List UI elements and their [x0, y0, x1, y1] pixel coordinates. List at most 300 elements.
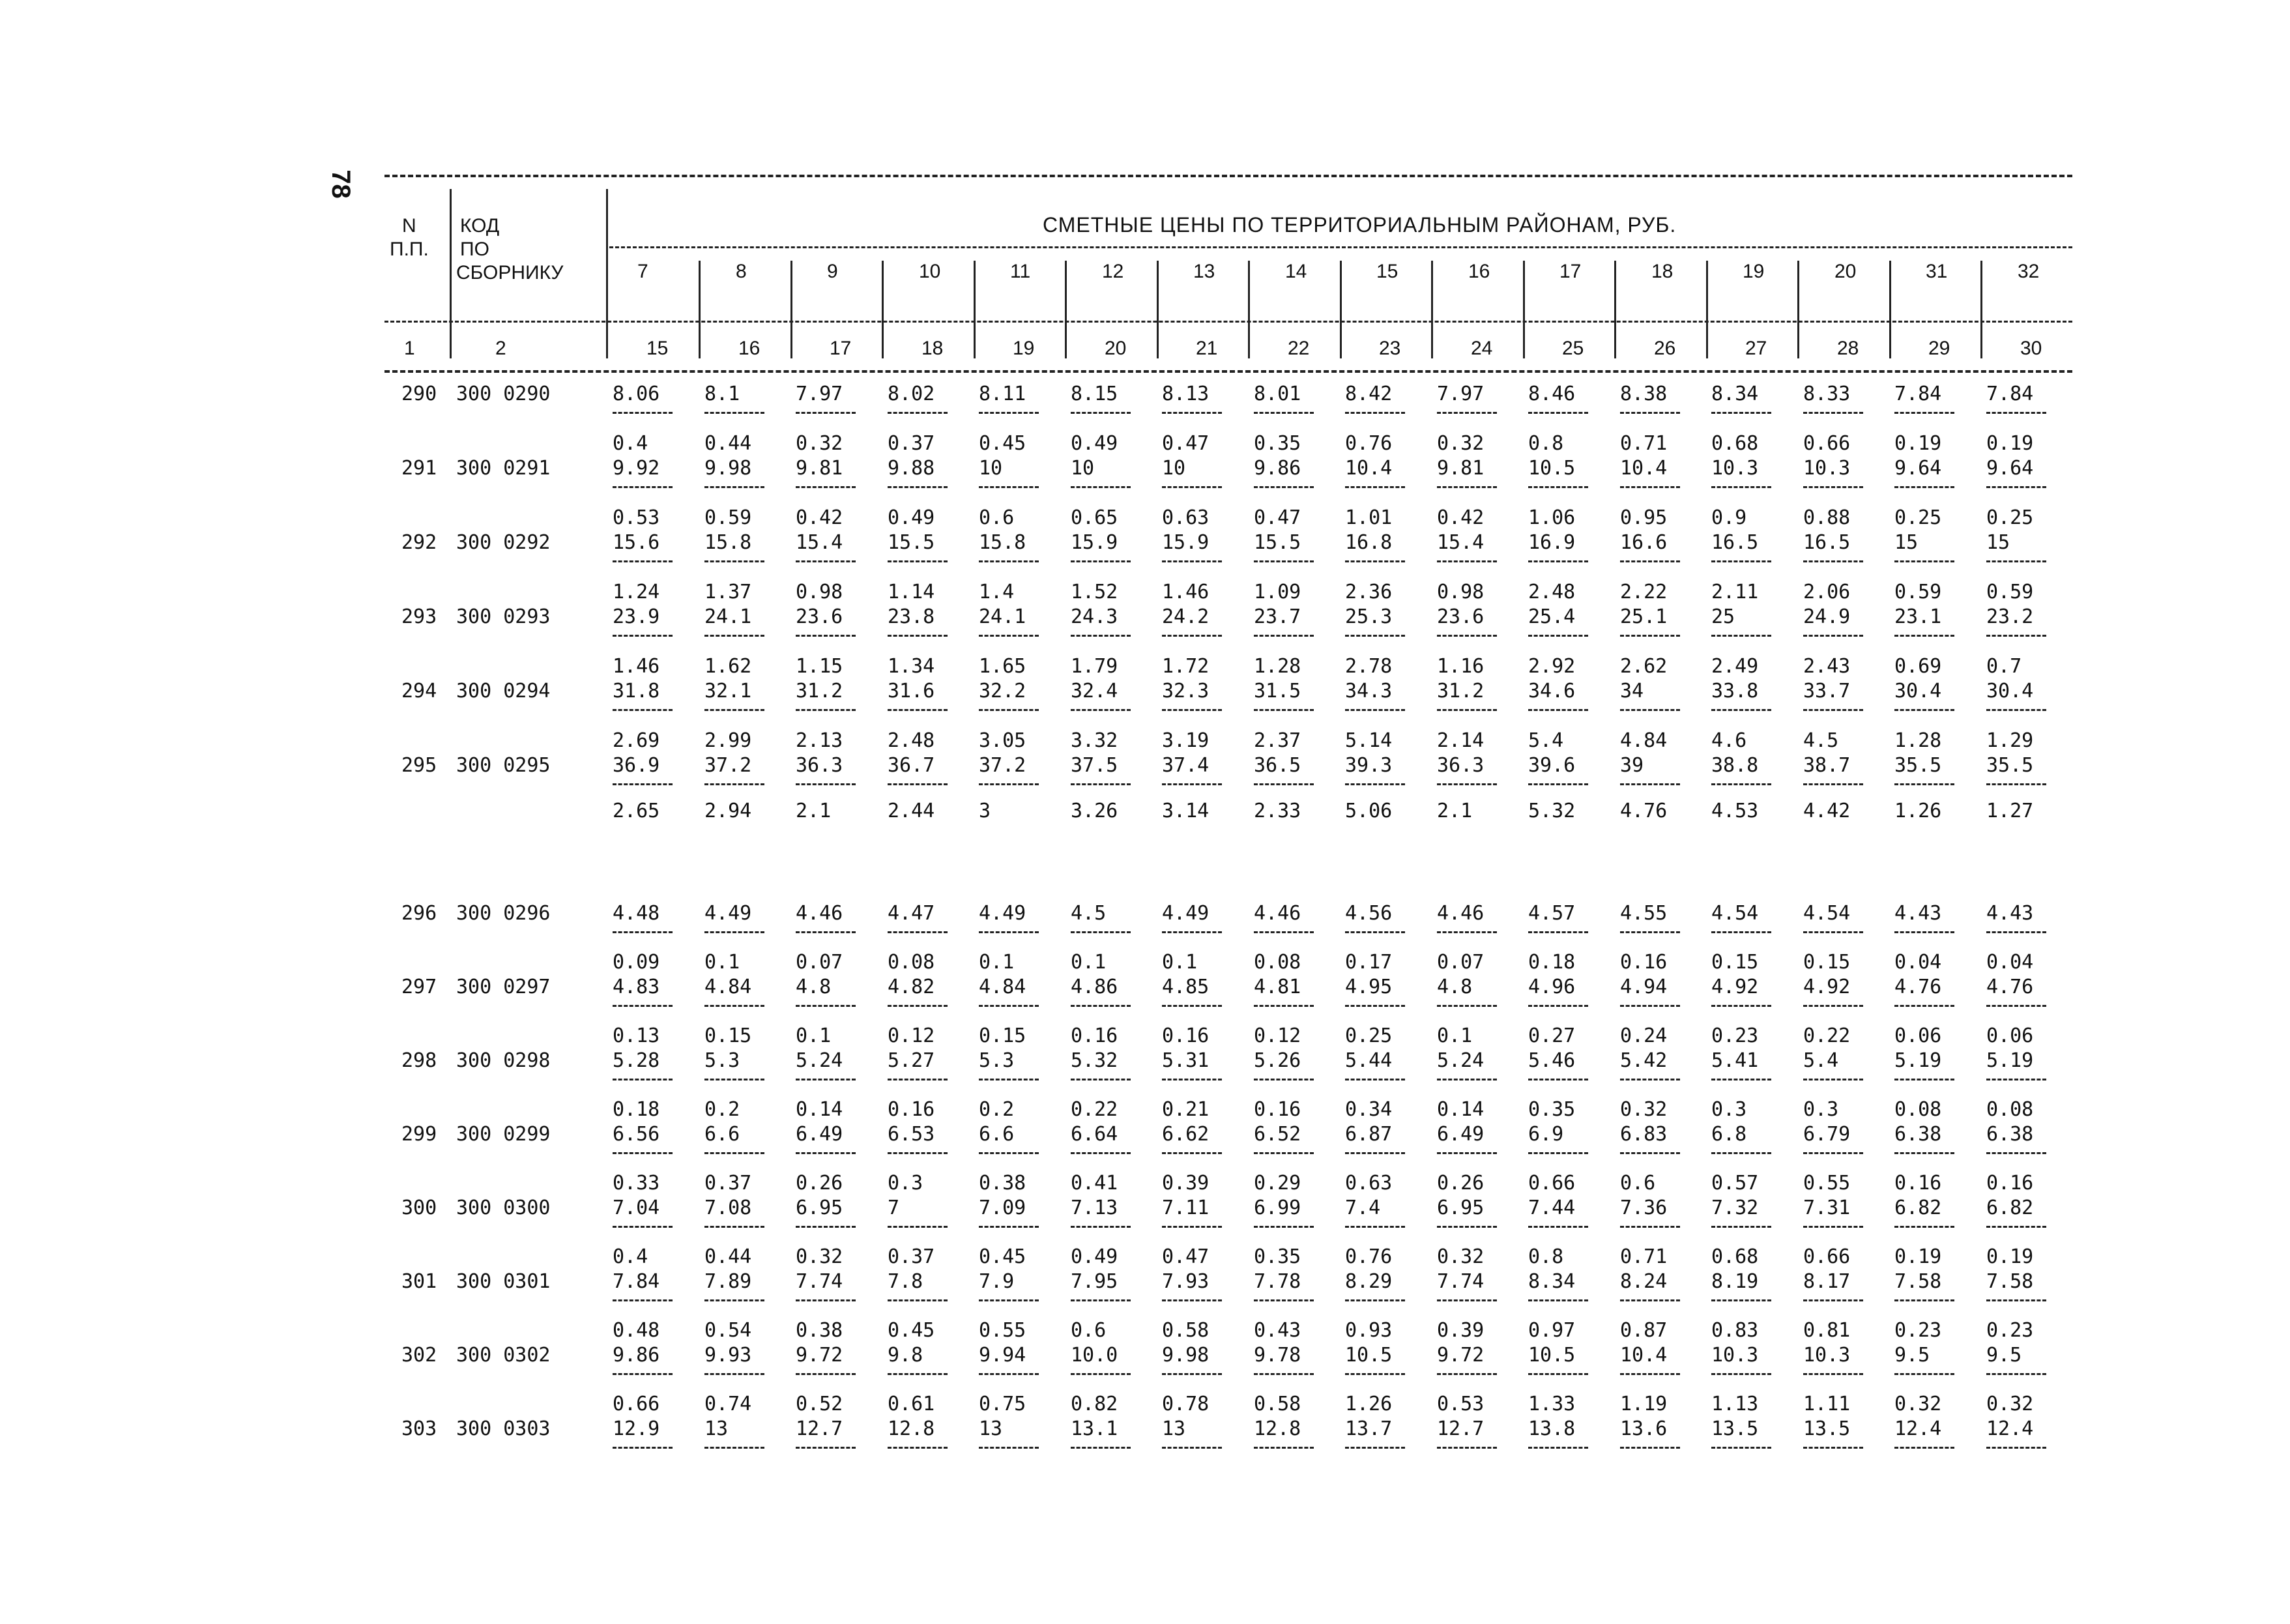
fraction-bar: [979, 1226, 1039, 1228]
fraction-bar: [1345, 560, 1405, 562]
price-value: 9.78: [1254, 1344, 1301, 1367]
prev-value: 0.78: [1162, 1393, 1210, 1415]
price-value: 25: [1711, 605, 1735, 628]
region-number: 19: [1743, 261, 1765, 282]
fraction-bar: [979, 1373, 1039, 1375]
price-value: 36.9: [613, 754, 660, 777]
fraction-bar: [1437, 560, 1497, 562]
tail-value: 2.94: [704, 800, 752, 822]
fraction-bar: [1986, 560, 2046, 562]
price-value: 8.38: [1620, 383, 1668, 405]
price-value: 9.93: [704, 1344, 752, 1367]
fraction-bar: [1620, 412, 1680, 414]
price-value: 9.64: [1986, 457, 2034, 480]
fraction-bar: [1254, 1226, 1314, 1228]
prev-value: 0.81: [1803, 1319, 1851, 1342]
region-divider: [1431, 261, 1433, 358]
price-value: 4.5: [1071, 902, 1107, 925]
fraction-bar: [1254, 635, 1314, 637]
column-index: 15: [646, 338, 669, 359]
row-number: 301: [401, 1270, 437, 1293]
prev-value: 0.35: [1254, 1245, 1301, 1268]
price-value: 9.98: [1162, 1344, 1210, 1367]
fraction-bar: [1345, 1152, 1405, 1154]
fraction-bar: [1711, 635, 1771, 637]
prev-value: 0.68: [1711, 432, 1759, 455]
price-value: 30.4: [1986, 680, 2034, 703]
column-index: 18: [921, 338, 944, 359]
prev-value: 0.14: [796, 1098, 843, 1121]
fraction-bar: [613, 1226, 673, 1228]
prev-value: 2.48: [888, 729, 935, 752]
fraction-bar: [1528, 1079, 1588, 1080]
fraction-bar: [1894, 1152, 1954, 1154]
fraction-bar: [979, 486, 1039, 488]
fraction-bar: [1803, 1373, 1863, 1375]
prev-value: 2.36: [1345, 581, 1393, 603]
fraction-bar: [888, 783, 948, 785]
fraction-bar: [1711, 1152, 1771, 1154]
price-value: 6.99: [1254, 1196, 1301, 1219]
prev-value: 0.44: [704, 432, 752, 455]
price-value: 36.5: [1254, 754, 1301, 777]
fraction-bar: [1071, 486, 1131, 488]
prev-value: 0.9: [1711, 506, 1747, 529]
fraction-bar: [1528, 931, 1588, 933]
prev-value: 0.1: [1162, 951, 1198, 974]
prev-value: 0.13: [613, 1024, 660, 1047]
price-value: 34.3: [1345, 680, 1393, 703]
fraction-bar: [1071, 709, 1131, 711]
price-value: 16.8: [1345, 531, 1393, 554]
price-value: 6.95: [796, 1196, 843, 1219]
row-code: 300 0303: [456, 1417, 551, 1440]
fraction-bar: [1254, 1299, 1314, 1301]
row-number: 290: [401, 383, 437, 405]
fraction-bar: [1162, 560, 1222, 562]
price-value: 5.4: [1803, 1049, 1839, 1072]
price-value: 8.13: [1162, 383, 1210, 405]
fraction-bar: [1437, 931, 1497, 933]
prev-value: 0.39: [1162, 1172, 1210, 1195]
prev-value: 0.35: [1528, 1098, 1576, 1121]
price-value: 4.43: [1894, 902, 1942, 925]
prev-value: 0.26: [1437, 1172, 1485, 1195]
region-divider: [1340, 261, 1342, 358]
prev-value: 2.69: [613, 729, 660, 752]
prev-value: 0.49: [1071, 1245, 1118, 1268]
prev-value: 0.48: [613, 1319, 660, 1342]
row-number: 293: [401, 605, 437, 628]
fraction-bar: [704, 709, 764, 711]
price-value: 33.8: [1711, 680, 1759, 703]
price-value: 5.19: [1986, 1049, 2034, 1072]
prev-value: 0.34: [1345, 1098, 1393, 1121]
prev-value: 0.35: [1254, 432, 1301, 455]
prev-value: 0.32: [1620, 1098, 1668, 1121]
fraction-bar: [1711, 486, 1771, 488]
prev-value: 0.2: [979, 1098, 1015, 1121]
fraction-bar: [796, 783, 856, 785]
prev-value: 0.66: [1528, 1172, 1576, 1195]
price-value: 12.4: [1986, 1417, 2034, 1440]
price-value: 7.36: [1620, 1196, 1668, 1219]
prev-value: 0.59: [704, 506, 752, 529]
price-value: 31.2: [796, 680, 843, 703]
price-value: 8.42: [1345, 383, 1393, 405]
prev-value: 0.25: [1345, 1024, 1393, 1047]
top-rule: [384, 175, 2072, 177]
region-number: 12: [1102, 261, 1124, 282]
prev-value: 1.01: [1345, 506, 1393, 529]
prev-value: 1.34: [888, 655, 935, 678]
prev-value: 0.93: [1345, 1319, 1393, 1342]
fraction-bar: [1345, 486, 1405, 488]
price-value: 6.49: [796, 1123, 843, 1146]
fraction-bar: [1620, 1447, 1680, 1449]
prev-value: 4.6: [1711, 729, 1747, 752]
price-value: 13.5: [1803, 1417, 1851, 1440]
price-value: 23.7: [1254, 605, 1301, 628]
prev-value: 0.21: [1162, 1098, 1210, 1121]
price-value: 23.1: [1894, 605, 1942, 628]
fraction-bar: [1071, 1373, 1131, 1375]
col-n-label: N: [402, 215, 416, 237]
column-index: 19: [1013, 338, 1035, 359]
row-code: 300 0300: [456, 1196, 551, 1219]
price-value: 31.2: [1437, 680, 1485, 703]
price-value: 7.74: [796, 1270, 843, 1293]
region-divider: [1065, 261, 1067, 358]
fraction-bar: [704, 1226, 764, 1228]
region-divider: [1706, 261, 1708, 358]
fraction-bar: [1437, 635, 1497, 637]
fraction-bar: [613, 1373, 673, 1375]
fraction-bar: [888, 1226, 948, 1228]
prev-value: 0.16: [1162, 1024, 1210, 1047]
prev-value: 0.37: [888, 432, 935, 455]
tail-value: 5.32: [1528, 800, 1576, 822]
divider-code-values: [606, 189, 608, 358]
price-value: 39: [1620, 754, 1644, 777]
price-value: 7.4: [1345, 1196, 1381, 1219]
fraction-bar: [1345, 412, 1405, 414]
price-value: 16.5: [1803, 531, 1851, 554]
fraction-bar: [1162, 1005, 1222, 1007]
price-value: 6.6: [979, 1123, 1015, 1146]
prev-value: 0.39: [1437, 1319, 1485, 1342]
prev-value: 0.45: [888, 1319, 935, 1342]
row-number: 297: [401, 976, 437, 998]
fraction-bar: [1986, 1079, 2046, 1080]
prev-value: 0.1: [1437, 1024, 1473, 1047]
column-index: 22: [1288, 338, 1310, 359]
prev-value: 0.65: [1071, 506, 1118, 529]
fraction-bar: [1986, 1447, 2046, 1449]
prev-value: 0.08: [1986, 1098, 2034, 1121]
price-value: 10: [1071, 457, 1095, 480]
price-value: 4.86: [1071, 976, 1118, 998]
prev-value: 0.26: [796, 1172, 843, 1195]
price-value: 7.84: [1894, 383, 1942, 405]
column-index: 26: [1654, 338, 1676, 359]
price-value: 4.43: [1986, 902, 2034, 925]
prev-value: 1.62: [704, 655, 752, 678]
prev-value: 0.32: [1437, 1245, 1485, 1268]
column-index: 30: [2020, 338, 2042, 359]
prev-value: 1.72: [1162, 655, 1210, 678]
fraction-bar: [979, 1447, 1039, 1449]
prev-value: 3.05: [979, 729, 1026, 752]
prev-value: 0.61: [888, 1393, 935, 1415]
fraction-bar: [888, 486, 948, 488]
fraction-bar: [1162, 635, 1222, 637]
fraction-bar: [1894, 709, 1954, 711]
fraction-bar: [1437, 1373, 1497, 1375]
price-value: 5.24: [1437, 1049, 1485, 1072]
column-index: 25: [1562, 338, 1584, 359]
prev-value: 0.6: [979, 506, 1015, 529]
prev-value: 0.08: [888, 951, 935, 974]
fraction-bar: [888, 1447, 948, 1449]
price-value: 6.8: [1711, 1123, 1747, 1146]
fraction-bar: [613, 783, 673, 785]
fraction-bar: [1162, 1447, 1222, 1449]
price-value: 32.1: [704, 680, 752, 703]
fraction-bar: [979, 709, 1039, 711]
col-code-sub1-label: ПО: [460, 239, 489, 260]
fraction-bar: [1894, 1226, 1954, 1228]
row-number: 302: [401, 1344, 437, 1367]
prev-value: 1.24: [613, 581, 660, 603]
fraction-bar: [796, 1373, 856, 1375]
prev-value: 1.29: [1986, 729, 2034, 752]
fraction-bar: [1620, 931, 1680, 933]
prev-value: 0.08: [1254, 951, 1301, 974]
fraction-bar: [1620, 635, 1680, 637]
prev-value: 0.59: [1986, 581, 2034, 603]
row-code: 300 0298: [456, 1049, 551, 1072]
price-value: 9.94: [979, 1344, 1026, 1367]
fraction-bar: [1620, 486, 1680, 488]
prev-value: 2.06: [1803, 581, 1851, 603]
price-value: 36.3: [1437, 754, 1485, 777]
price-value: 7.58: [1986, 1270, 2034, 1293]
fraction-bar: [1986, 1373, 2046, 1375]
price-value: 7.44: [1528, 1196, 1576, 1219]
price-value: 5.44: [1345, 1049, 1393, 1072]
region-number: 18: [1651, 261, 1674, 282]
fraction-bar: [1528, 709, 1588, 711]
prev-value: 0.58: [1162, 1319, 1210, 1342]
fraction-bar: [1711, 1005, 1771, 1007]
price-value: 4.49: [1162, 902, 1210, 925]
prev-value: 0.23: [1986, 1319, 2034, 1342]
price-value: 6.87: [1345, 1123, 1393, 1146]
price-value: 37.4: [1162, 754, 1210, 777]
price-value: 4.54: [1803, 902, 1851, 925]
prev-value: 1.4: [979, 581, 1015, 603]
region-number: 10: [919, 261, 941, 282]
price-value: 12.7: [796, 1417, 843, 1440]
prev-value: 0.16: [1986, 1172, 2034, 1195]
price-value: 24.1: [979, 605, 1026, 628]
row-number: 299: [401, 1123, 437, 1146]
fraction-bar: [979, 1079, 1039, 1080]
fraction-bar: [1711, 931, 1771, 933]
prev-value: 0.76: [1345, 1245, 1393, 1268]
fraction-bar: [979, 635, 1039, 637]
price-value: 4.84: [704, 976, 752, 998]
fraction-bar: [1071, 1152, 1131, 1154]
fraction-bar: [979, 412, 1039, 414]
price-value: 4.49: [704, 902, 752, 925]
prev-value: 0.43: [1254, 1319, 1301, 1342]
prev-value: 0.4: [613, 432, 648, 455]
region-number: 7: [637, 261, 648, 282]
fraction-bar: [1345, 1447, 1405, 1449]
fraction-bar: [1803, 1226, 1863, 1228]
row-number: 298: [401, 1049, 437, 1072]
price-value: 6.49: [1437, 1123, 1485, 1146]
fraction-bar: [1071, 1299, 1131, 1301]
prev-value: 0.57: [1711, 1172, 1759, 1195]
region-number: 8: [736, 261, 747, 282]
prev-value: 0.16: [1894, 1172, 1942, 1195]
prev-value: 0.66: [1803, 432, 1851, 455]
prev-value: 1.79: [1071, 655, 1118, 678]
price-value: 9.86: [1254, 457, 1301, 480]
fraction-bar: [1803, 1152, 1863, 1154]
price-value: 4.96: [1528, 976, 1576, 998]
fraction-bar: [1437, 1079, 1497, 1080]
price-value: 12.8: [1254, 1417, 1301, 1440]
price-value: 12.9: [613, 1417, 660, 1440]
price-value: 15: [1986, 531, 2010, 554]
prev-value: 0.3: [1803, 1098, 1839, 1121]
price-value: 15.8: [704, 531, 752, 554]
column-index: 28: [1837, 338, 1859, 359]
price-value: 15.9: [1162, 531, 1210, 554]
fraction-bar: [1620, 1152, 1680, 1154]
fraction-bar: [1803, 709, 1863, 711]
prev-value: 0.32: [796, 1245, 843, 1268]
fraction-bar: [1071, 1226, 1131, 1228]
col-code-sub2-label: СБОРНИКУ: [456, 262, 564, 283]
tail-value: 4.76: [1620, 800, 1668, 822]
fraction-bar: [888, 1373, 948, 1375]
row-number: 292: [401, 531, 437, 554]
fraction-bar: [1711, 560, 1771, 562]
price-value: 13.7: [1345, 1417, 1393, 1440]
prev-value: 2.14: [1437, 729, 1485, 752]
prev-value: 0.66: [613, 1393, 660, 1415]
fraction-bar: [1254, 783, 1314, 785]
prev-value: 2.37: [1254, 729, 1301, 752]
price-value: 4.81: [1254, 976, 1301, 998]
price-value: 13.8: [1528, 1417, 1576, 1440]
price-value: 7: [888, 1196, 900, 1219]
prev-value: 0.75: [979, 1393, 1026, 1415]
fraction-bar: [1894, 412, 1954, 414]
fraction-bar: [979, 931, 1039, 933]
region-divider: [1157, 261, 1159, 358]
region-divider: [1248, 261, 1250, 358]
price-value: 7.97: [796, 383, 843, 405]
prev-value: 0.27: [1528, 1024, 1576, 1047]
fraction-bar: [1986, 1299, 2046, 1301]
price-value: 13.5: [1711, 1417, 1759, 1440]
fraction-bar: [1803, 1005, 1863, 1007]
fraction-bar: [1620, 560, 1680, 562]
fraction-bar: [1071, 1005, 1131, 1007]
fraction-bar: [1986, 486, 2046, 488]
price-value: 4.8: [796, 976, 832, 998]
prev-value: 0.63: [1345, 1172, 1393, 1195]
fraction-bar: [796, 709, 856, 711]
prev-value: 0.12: [888, 1024, 935, 1047]
price-value: 8.33: [1803, 383, 1851, 405]
fraction-bar: [796, 1005, 856, 1007]
prev-value: 0.68: [1711, 1245, 1759, 1268]
prev-value: 2.99: [704, 729, 752, 752]
price-value: 6.62: [1162, 1123, 1210, 1146]
fraction-bar: [613, 1079, 673, 1080]
divider-n-code: [450, 189, 452, 358]
price-value: 7.95: [1071, 1270, 1118, 1293]
prev-value: 0.37: [888, 1245, 935, 1268]
price-value: 15.5: [1254, 531, 1301, 554]
fraction-bar: [1620, 709, 1680, 711]
row-number: 296: [401, 902, 437, 925]
prev-value: 0.47: [1162, 1245, 1210, 1268]
page-number: 78: [326, 169, 355, 199]
tail-value: 3.14: [1162, 800, 1210, 822]
fraction-bar: [1254, 1005, 1314, 1007]
fraction-bar: [704, 1299, 764, 1301]
prev-value: 1.28: [1894, 729, 1942, 752]
column-index: 21: [1196, 338, 1218, 359]
prev-value: 0.07: [1437, 951, 1485, 974]
fraction-bar: [613, 635, 673, 637]
price-value: 10.5: [1345, 1344, 1393, 1367]
fraction-bar: [1986, 931, 2046, 933]
price-value: 4.84: [979, 976, 1026, 998]
price-value: 9.86: [613, 1344, 660, 1367]
price-value: 8.19: [1711, 1270, 1759, 1293]
fraction-bar: [796, 1447, 856, 1449]
region-number: 32: [2018, 261, 2040, 282]
prev-value: 0.32: [1894, 1393, 1942, 1415]
price-value: 4.82: [888, 976, 935, 998]
price-value: 8.01: [1254, 383, 1301, 405]
prev-value: 0.76: [1345, 432, 1393, 455]
fraction-bar: [796, 1226, 856, 1228]
price-value: 8.29: [1345, 1270, 1393, 1293]
prev-value: 0.04: [1894, 951, 1942, 974]
fraction-bar: [1345, 1005, 1405, 1007]
fraction-bar: [979, 1299, 1039, 1301]
price-value: 6.64: [1071, 1123, 1118, 1146]
fraction-bar: [796, 1299, 856, 1301]
price-value: 4.8: [1437, 976, 1473, 998]
price-value: 7.08: [704, 1196, 752, 1219]
col-code-label: КОД: [460, 215, 500, 237]
region-header-rule: [609, 246, 2072, 248]
prev-value: 0.69: [1894, 655, 1942, 678]
prev-value: 0.32: [1437, 432, 1485, 455]
fraction-bar: [1345, 1373, 1405, 1375]
